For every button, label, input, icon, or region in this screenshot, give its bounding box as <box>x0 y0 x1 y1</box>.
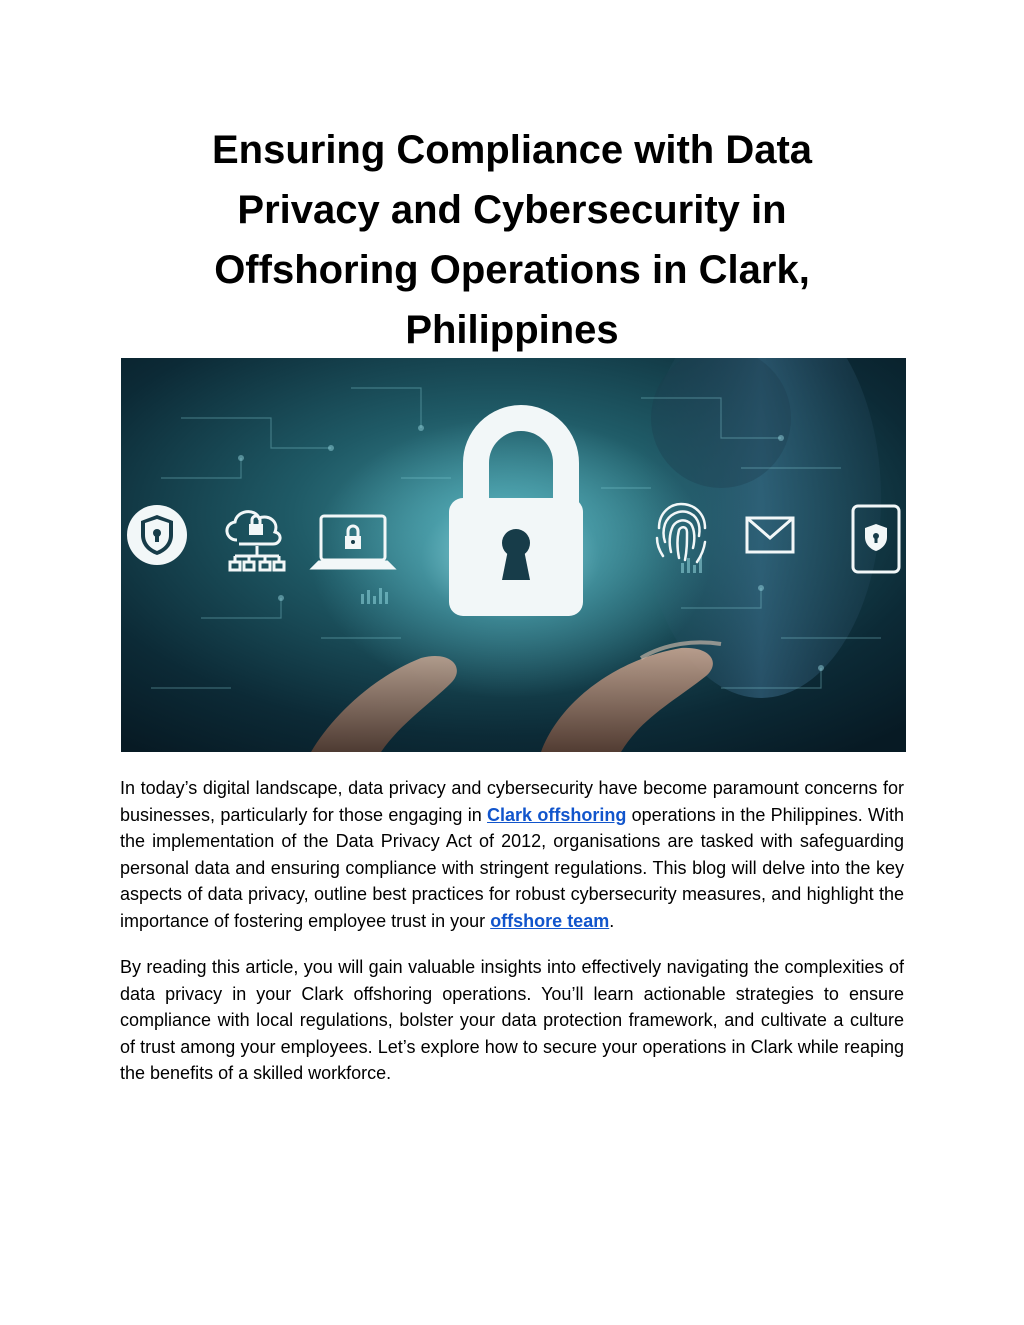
shield-lock-icon <box>127 505 187 565</box>
intro-text-end: . <box>609 910 615 931</box>
title-line-3: Offshoring Operations in Clark, <box>214 248 810 292</box>
insights-paragraph: By reading this article, you will gain valuable insights into effectively navigating the complexities of data privacy in your Clark offshoring operations. You’ll learn actionable strategies to ensure compliance with local regulations, bolster your data protection framework, and cultivate a culture of trust among your employees. Let’s explore how to secure your operations in Clark while reaping the benefits of a skilled workforce. <box>120 957 904 1083</box>
title-line-1: Ensuring Compliance with Data <box>211 128 813 172</box>
offshore-team-link[interactable]: offshore team <box>490 910 610 931</box>
title-line-4: Philippines <box>405 308 619 352</box>
title-line-2: Privacy and Cybersecurity in <box>237 188 787 232</box>
cybersecurity-illustration <box>121 358 906 752</box>
hero-image <box>121 358 906 752</box>
intro-paragraph <box>120 775 904 934</box>
page-title <box>120 120 904 360</box>
intro-text-part-2: operations in the Philippines. With the implementation of the Data Privacy Act of 2012, organisations are tasked with safeguarding personal data and ensuring compliance with stringent regulations. This blog will delve into the key aspects of data privacy, outline best practices for robust cybersecurity measures, and highlight the importance of fostering employee trust in your <box>120 804 904 931</box>
clark-offshoring-link[interactable]: Clark offshoring <box>487 804 627 825</box>
intro-text-part-1: In today’s digital landscape, data privacy and cybersecurity have become paramount concerns for businesses, particularly for those engaging in <box>120 778 904 825</box>
article-body <box>120 775 904 1107</box>
